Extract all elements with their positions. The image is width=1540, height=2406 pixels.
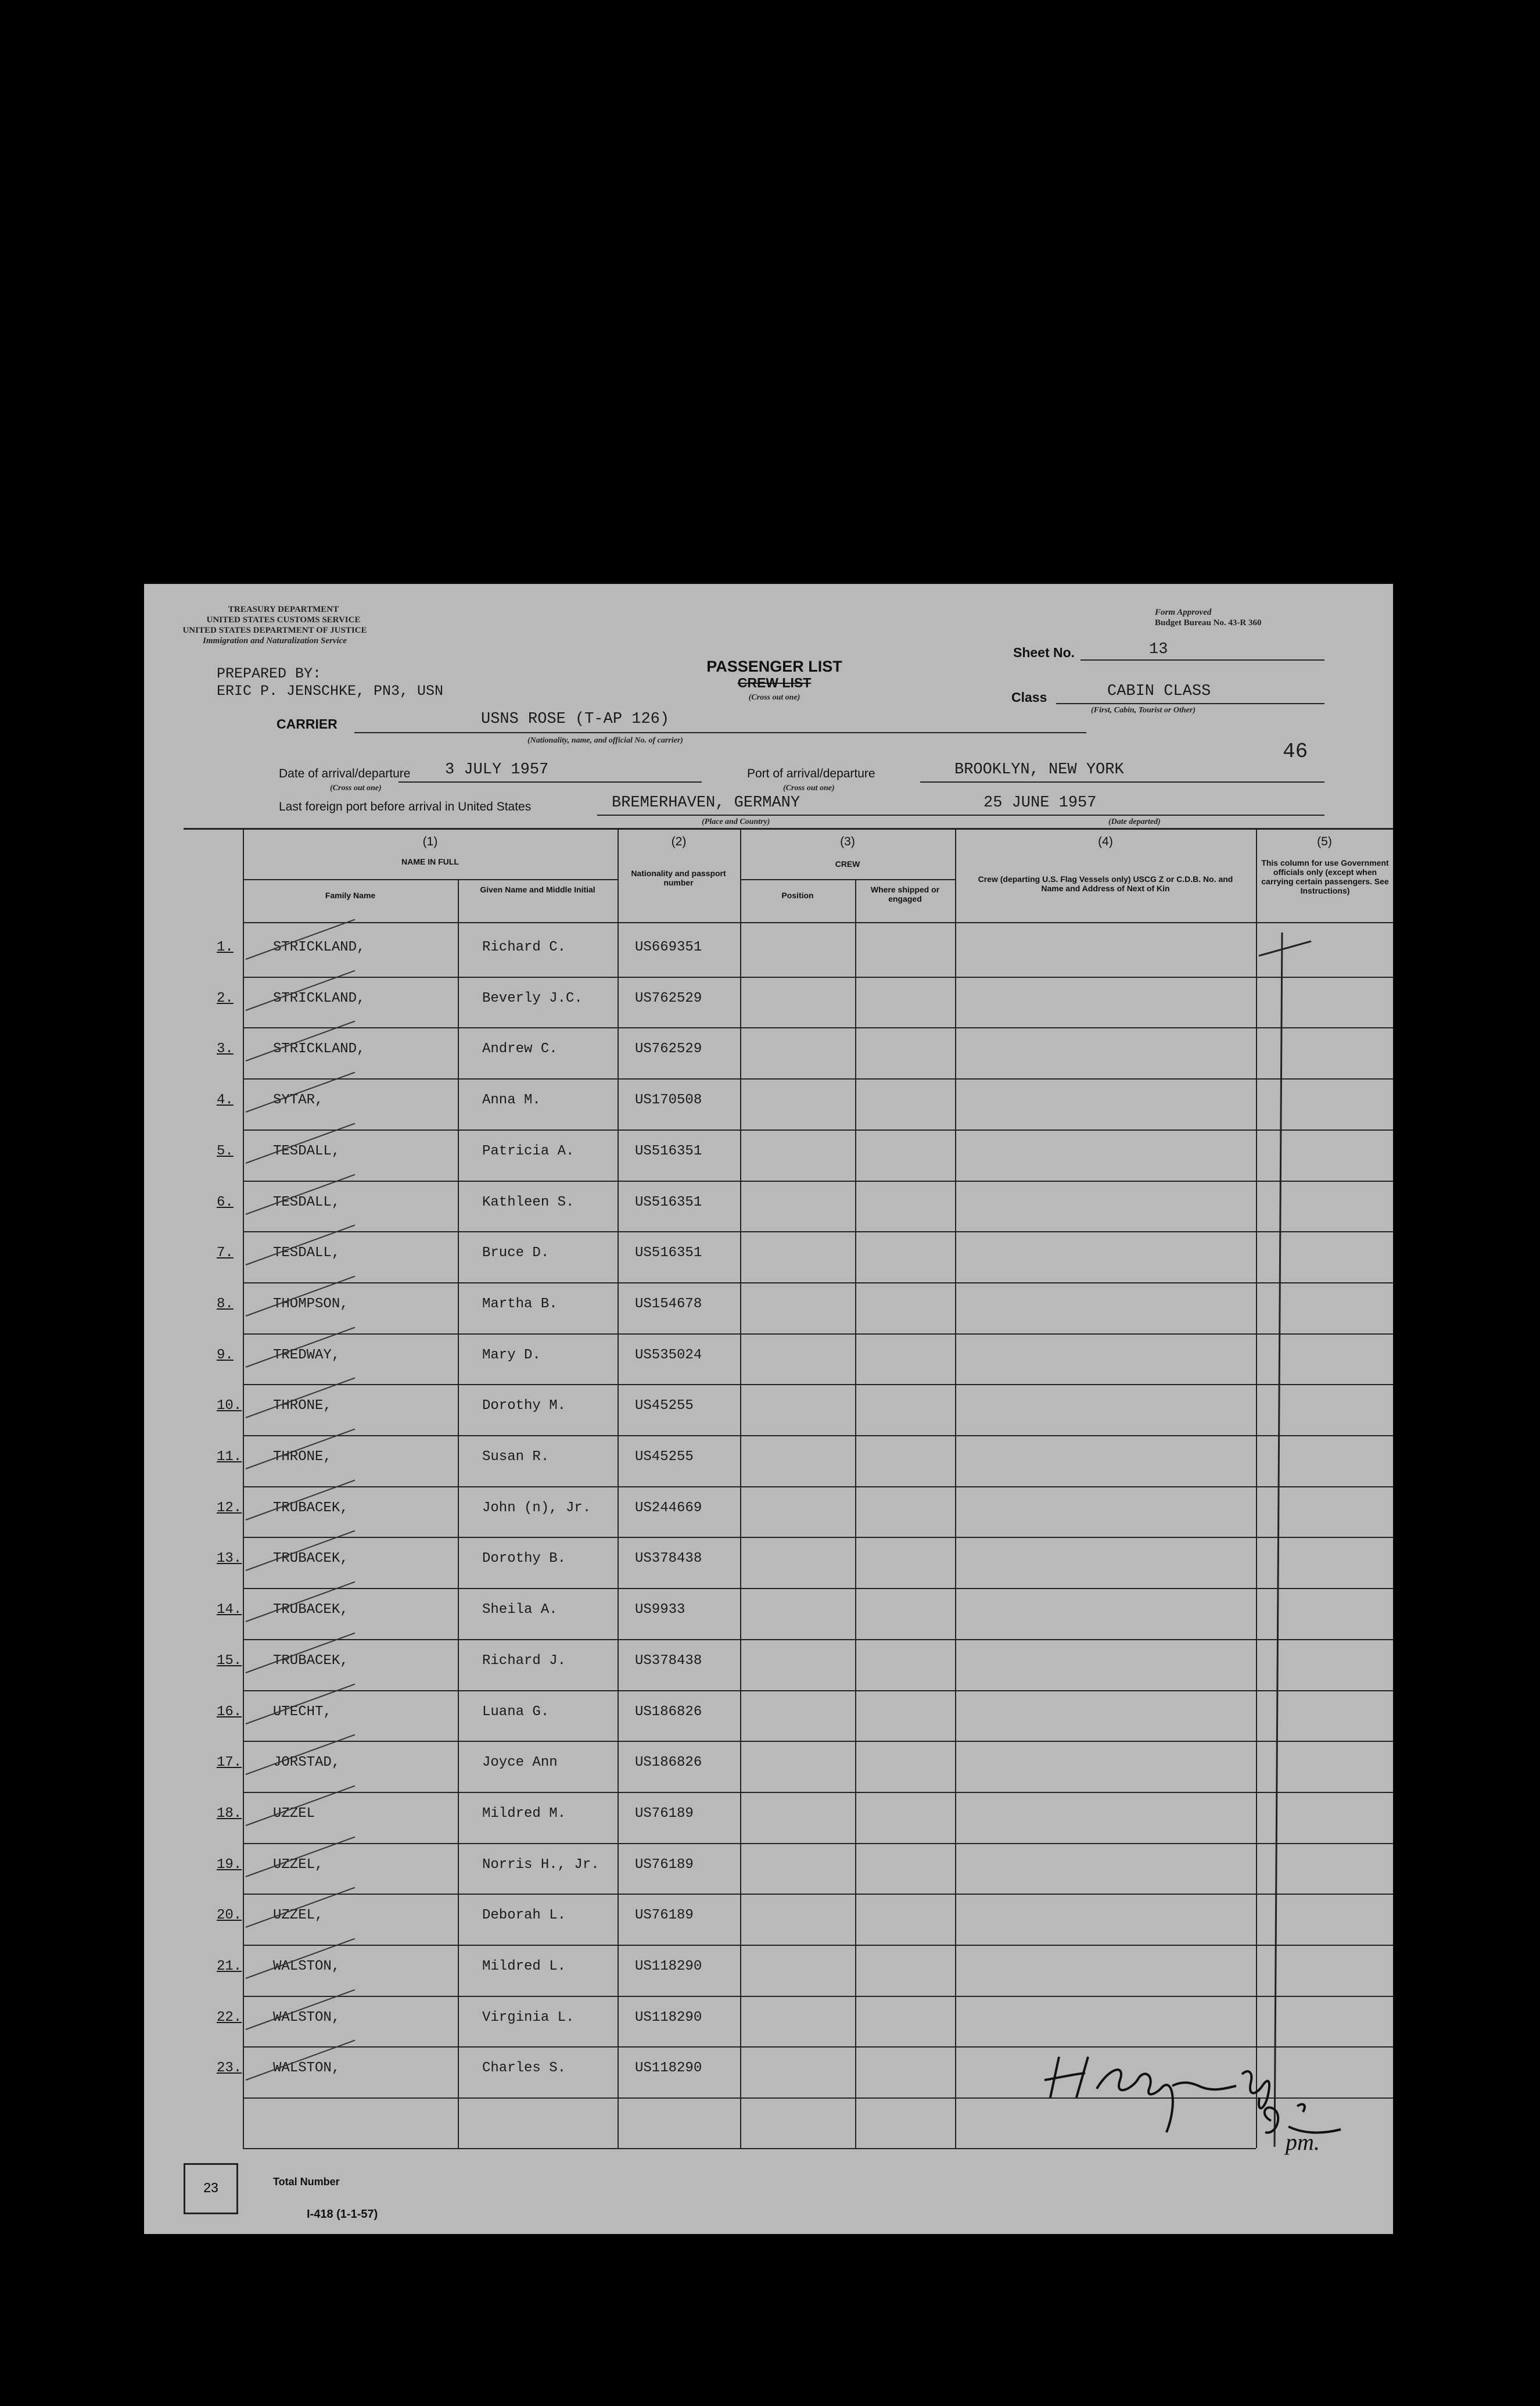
- row-divider: [243, 1945, 1393, 1946]
- departure-date-value: 25 JUNE 1957: [983, 794, 1097, 812]
- agency-line-4: Immigration and Naturalization Service: [203, 636, 347, 646]
- family-name-cell: TRUBACEK,: [273, 1652, 349, 1669]
- row-number: 19.: [217, 1856, 242, 1873]
- col-3-number: (3): [840, 835, 855, 848]
- last-port-hint: (Place and Country): [702, 817, 770, 826]
- row-number: 23.: [217, 2060, 242, 2077]
- passport-cell: US118290: [635, 1959, 702, 1974]
- given-name-cell: Norris H., Jr.: [482, 1856, 600, 1873]
- total-label: Total Number: [273, 2176, 340, 2188]
- form-approved: [1155, 607, 1262, 628]
- passport-cell: US762529: [635, 990, 702, 1006]
- col-4-number: (4): [1098, 835, 1113, 848]
- row-divider: [243, 1435, 1393, 1436]
- family-name-cell: TRUBACEK,: [273, 1551, 349, 1567]
- arrival-port-value: BROOKLYN, NEW YORK: [954, 761, 1124, 779]
- family-name-cell: TREDWAY,: [273, 1347, 340, 1363]
- total-value: 23: [203, 2180, 218, 2195]
- col-official-use: This column for use Government officials only (except when carrying certain passengers. See Instructions): [1261, 858, 1389, 895]
- row-number: 12.: [217, 1500, 242, 1516]
- given-name-cell: Susan R.: [482, 1449, 550, 1465]
- row-number: 10.: [217, 1398, 242, 1414]
- family-name-cell: STRICKLAND,: [273, 990, 365, 1006]
- class-value: CABIN CLASS: [1107, 683, 1211, 700]
- col-given-name: Given Name and Middle Initial: [480, 885, 595, 894]
- given-name-cell: Mildred L.: [482, 1959, 566, 1974]
- passport-cell: US669351: [635, 940, 702, 955]
- carrier-label: CARRIER: [277, 716, 338, 732]
- row-number: 16.: [217, 1704, 242, 1720]
- passport-cell: US45255: [635, 1398, 694, 1414]
- passenger-list-form: [144, 584, 1393, 2234]
- form-approved-line-1: Form Approved: [1155, 608, 1212, 617]
- row-number: 14.: [217, 1602, 242, 1618]
- last-port-label: Last foreign port before arrival in United States: [279, 800, 532, 813]
- row-number: 7.: [217, 1245, 234, 1261]
- given-name-cell: Sheila A.: [482, 1602, 558, 1618]
- col-crew: CREW: [835, 859, 860, 869]
- given-name-cell: Deborah L.: [482, 1907, 566, 1924]
- given-name-cell: Dorothy B.: [482, 1551, 566, 1567]
- class-hint: (First, Cabin, Tourist or Other): [1091, 706, 1196, 715]
- given-name-cell: John (n), Jr.: [482, 1500, 591, 1516]
- given-name-cell: Luana G.: [482, 1704, 550, 1720]
- family-name-cell: WALSTON,: [273, 2009, 340, 2025]
- prepared-by-name: ERIC P. JENSCHKE, PN3, USN: [217, 683, 444, 700]
- prepared-by-label: PREPARED BY:: [217, 665, 322, 682]
- passport-cell: US76189: [635, 1856, 694, 1873]
- passport-cell: US516351: [635, 1143, 702, 1159]
- row-number: 18.: [217, 1805, 242, 1821]
- col-2-number: (2): [671, 835, 687, 848]
- row-divider: [243, 1537, 1393, 1538]
- row-divider: [243, 1843, 1393, 1844]
- family-name-cell: STRICKLAND,: [273, 1041, 365, 1057]
- carrier-hint: (Nationality, name, and official No. of carrier): [527, 736, 683, 745]
- row-number: 4.: [217, 1092, 234, 1109]
- given-name-cell: Dorothy M.: [482, 1398, 566, 1414]
- passport-cell: US378438: [635, 1652, 702, 1669]
- given-name-cell: Richard J.: [482, 1652, 566, 1669]
- arrival-port-label: Port of arrival/departure: [747, 767, 875, 780]
- family-name-cell: THRONE,: [273, 1398, 332, 1414]
- inspector-signature: [1039, 2034, 1364, 2161]
- row-number: 6.: [217, 1194, 234, 1210]
- row-divider: [243, 1792, 1393, 1793]
- family-name-cell: UTECHT,: [273, 1704, 332, 1720]
- family-name-cell: WALSTON,: [273, 1959, 340, 1974]
- passport-cell: US244669: [635, 1500, 702, 1516]
- row-divider: [243, 1231, 1393, 1232]
- row-divider: [243, 1996, 1393, 1997]
- sheet-number: 13: [1149, 641, 1168, 658]
- row-number: 20.: [217, 1907, 242, 1924]
- given-name-cell: Patricia A.: [482, 1143, 575, 1159]
- row-number: 3.: [217, 1041, 234, 1057]
- row-number: 1.: [217, 940, 234, 955]
- col-1-number: (1): [422, 835, 438, 848]
- passport-cell: US76189: [635, 1907, 694, 1924]
- given-name-cell: Beverly J.C.: [482, 990, 583, 1006]
- passport-cell: US118290: [635, 2009, 702, 2025]
- given-name-cell: Andrew C.: [482, 1041, 558, 1057]
- row-divider: [243, 1384, 1393, 1385]
- row-number: 21.: [217, 1959, 242, 1974]
- title-cross-out-hint: (Cross out one): [748, 693, 800, 702]
- passport-cell: US154678: [635, 1296, 702, 1312]
- passport-cell: US378438: [635, 1551, 702, 1567]
- page-mark: 46: [1283, 740, 1308, 763]
- row-divider: [243, 977, 1393, 978]
- agency-header: [182, 604, 371, 646]
- row-divider: [243, 1078, 1393, 1080]
- given-name-cell: Martha B.: [482, 1296, 558, 1312]
- svg-text:pm.: pm.: [1286, 2129, 1320, 2155]
- family-name-cell: TRUBACEK,: [273, 1500, 349, 1516]
- passport-cell: US45255: [635, 1449, 694, 1465]
- form-code: I-418 (1-1-57): [307, 2208, 378, 2221]
- row-divider: [243, 1588, 1393, 1589]
- row-number: 11.: [217, 1449, 242, 1465]
- agency-line-2: UNITED STATES CUSTOMS SERVICE: [206, 615, 361, 625]
- arrival-date-value: 3 JULY 1957: [445, 761, 549, 779]
- row-number: 15.: [217, 1652, 242, 1669]
- row-number: 22.: [217, 2009, 242, 2025]
- total-box: [184, 2163, 238, 2214]
- agency-line-1: TREASURY DEPARTMENT: [228, 605, 339, 614]
- family-name-cell: WALSTON,: [273, 2060, 340, 2077]
- col-family-name: Family Name: [325, 891, 376, 900]
- passport-cell: US516351: [635, 1194, 702, 1210]
- row-number: 2.: [217, 990, 234, 1006]
- col-position: Position: [781, 891, 814, 900]
- class-label: Class: [1011, 690, 1047, 705]
- col-where-shipped: Where shipped or engaged: [870, 885, 940, 903]
- col-5-number: (5): [1317, 835, 1332, 848]
- row-number: 8.: [217, 1296, 234, 1312]
- passport-cell: US9933: [635, 1602, 685, 1618]
- family-name-cell: UZZEL,: [273, 1907, 324, 1924]
- col-1-title: NAME IN FULL: [401, 857, 459, 866]
- row-divider: [243, 1333, 1393, 1335]
- row-number: 5.: [217, 1143, 234, 1159]
- given-name-cell: Bruce D.: [482, 1245, 550, 1261]
- col-nationality: Nationality and passport number: [631, 869, 726, 887]
- family-name-cell: TESDALL,: [273, 1245, 340, 1261]
- family-name-cell: TESDALL,: [273, 1143, 340, 1159]
- family-name-cell: JORSTAD,: [273, 1755, 340, 1771]
- given-name-cell: Charles S.: [482, 2060, 566, 2077]
- agency-line-3: UNITED STATES DEPARTMENT OF JUSTICE: [182, 626, 367, 635]
- form-subtitle: CREW LIST: [737, 675, 812, 690]
- passport-cell: US535024: [635, 1347, 702, 1363]
- row-divider: [243, 1130, 1393, 1131]
- family-name-cell: TESDALL,: [273, 1194, 340, 1210]
- official-tick-mark: [1256, 927, 1393, 2153]
- given-name-cell: Mary D.: [482, 1347, 541, 1363]
- row-divider: [243, 1486, 1393, 1487]
- family-name-cell: TRUBACEK,: [273, 1602, 349, 1618]
- arrival-date-label: Date of arrival/departure: [279, 767, 411, 780]
- family-name-cell: UZZEL,: [273, 1856, 324, 1873]
- row-divider: [243, 1282, 1393, 1283]
- family-name-cell: STRICKLAND,: [273, 940, 365, 955]
- family-name-cell: UZZEL: [273, 1805, 315, 1821]
- row-divider: [243, 1639, 1393, 1640]
- passport-cell: US186826: [635, 1755, 702, 1771]
- row-divider: [243, 1894, 1393, 1895]
- row-divider: [243, 1181, 1393, 1182]
- row-number: 17.: [217, 1755, 242, 1771]
- departure-date-hint: (Date departed): [1108, 817, 1161, 826]
- arrival-port-hint: (Cross out one): [783, 784, 835, 793]
- row-number: 13.: [217, 1551, 242, 1567]
- passport-cell: US762529: [635, 1041, 702, 1057]
- given-name-cell: Richard C.: [482, 940, 566, 955]
- col-next-of-kin: Crew (departing U.S. Flag Vessels only) USCG Z or C.D.B. No. and Name and Address of Next of Kin: [978, 874, 1233, 893]
- passport-cell: US186826: [635, 1704, 702, 1720]
- given-name-cell: Anna M.: [482, 1092, 541, 1109]
- row-divider: [243, 1690, 1393, 1691]
- given-name-cell: Joyce Ann: [482, 1755, 558, 1771]
- family-name-cell: SYTAR,: [273, 1092, 324, 1109]
- last-port-value: BREMERHAVEN, GERMANY: [612, 794, 800, 812]
- carrier-value: USNS ROSE (T-AP 126): [481, 711, 670, 728]
- passport-cell: US76189: [635, 1805, 694, 1821]
- sheet-label: Sheet No.: [1013, 645, 1075, 660]
- row-number: 9.: [217, 1347, 234, 1363]
- family-name-cell: THOMPSON,: [273, 1296, 349, 1312]
- row-divider: [243, 1741, 1393, 1742]
- passport-cell: US170508: [635, 1092, 702, 1109]
- arrival-date-hint: (Cross out one): [330, 784, 382, 793]
- given-name-cell: Kathleen S.: [482, 1194, 575, 1210]
- form-approved-line-2: Budget Bureau No. 43-R 360: [1155, 618, 1262, 628]
- passport-cell: US118290: [635, 2060, 702, 2077]
- row-divider: [243, 1027, 1393, 1028]
- passport-cell: US516351: [635, 1245, 702, 1261]
- given-name-cell: Mildred M.: [482, 1805, 566, 1821]
- form-title: PASSENGER LIST: [706, 658, 842, 675]
- family-name-cell: THRONE,: [273, 1449, 332, 1465]
- given-name-cell: Virginia L.: [482, 2009, 575, 2025]
